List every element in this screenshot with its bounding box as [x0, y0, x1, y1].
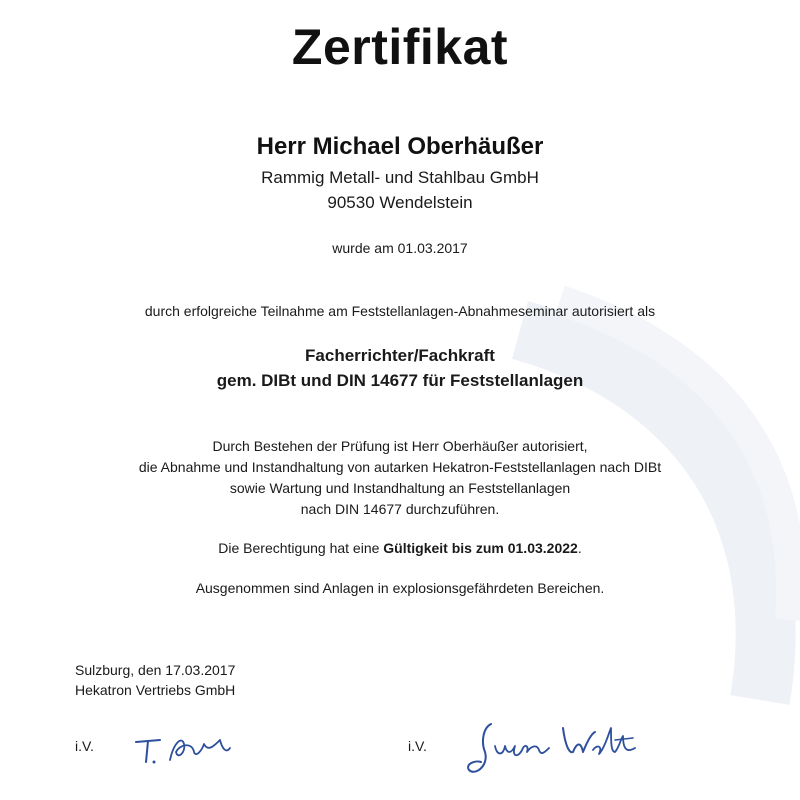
place-date: Sulzburg, den 17.03.2017	[75, 662, 236, 678]
signature-label-right: i.V.	[408, 738, 427, 754]
recipient-name: Herr Michael Oberhäußer	[256, 133, 544, 160]
authorization-line: die Abnahme und Instandhaltung von autarken Hekatron-Feststellanlagen nach DIBt	[138, 459, 662, 475]
validity-suffix: .	[577, 540, 582, 556]
role-standard: gem. DIBt und DIN 14677 für Feststellanlagen	[216, 371, 584, 390]
award-date: wurde am 01.03.2017	[332, 240, 468, 256]
role-title: Facherrichter/Fachkraft	[305, 346, 495, 365]
signature-right	[465, 718, 640, 780]
validity-date: Gültigkeit bis zum 01.03.2022	[383, 540, 578, 556]
signature-label-left: i.V.	[75, 738, 94, 754]
recipient-company: Rammig Metall- und Stahlbau GmbH	[261, 168, 539, 187]
authorization-line: sowie Wartung und Instandhaltung an Feststellanlagen	[229, 480, 571, 496]
validity-prefix: Die Berechtigung hat eine	[218, 540, 384, 556]
exception-text: Ausgenommen sind Anlagen in explosionsgefährdeten Bereichen.	[195, 580, 605, 596]
issuer-name: Hekatron Vertriebs GmbH	[75, 682, 236, 698]
certificate-title: Zertifikat	[291, 19, 509, 75]
signature-left	[130, 722, 240, 772]
validity-text	[0, 540, 800, 556]
authorization-line: Durch Bestehen der Prüfung ist Herr Oberhäußer autorisiert,	[212, 438, 588, 454]
recipient-city: 90530 Wendelstein	[327, 193, 473, 212]
authorization-text	[0, 436, 800, 520]
authorization-line: nach DIN 14677 durchzuführen.	[300, 501, 500, 517]
intro-text: durch erfolgreiche Teilnahme am Feststellanlagen-Abnahmeseminar autorisiert als	[144, 303, 656, 319]
